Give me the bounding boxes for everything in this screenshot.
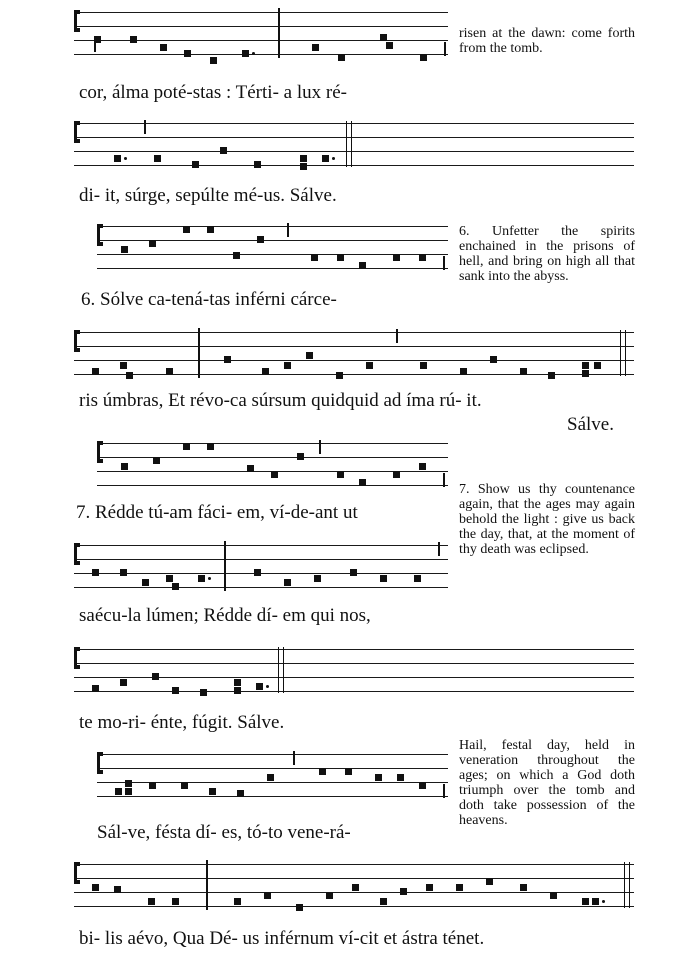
c-clef bbox=[74, 862, 80, 884]
neume bbox=[198, 575, 205, 582]
neume bbox=[326, 892, 333, 899]
neume bbox=[314, 575, 321, 582]
neume bbox=[582, 370, 589, 377]
quarter-bar bbox=[438, 542, 440, 556]
neume bbox=[380, 34, 387, 41]
neume bbox=[120, 569, 127, 576]
neume bbox=[153, 457, 160, 464]
neume bbox=[420, 54, 427, 61]
staff-8 bbox=[97, 754, 448, 798]
neume bbox=[254, 161, 261, 168]
double-bar bbox=[278, 647, 284, 693]
neume bbox=[92, 685, 99, 692]
neume bbox=[237, 790, 244, 797]
neume bbox=[181, 782, 188, 789]
neume bbox=[322, 155, 329, 162]
neume bbox=[160, 44, 167, 51]
neume bbox=[393, 471, 400, 478]
neume bbox=[115, 788, 122, 795]
neume bbox=[207, 226, 214, 233]
neume bbox=[126, 372, 133, 379]
neume bbox=[359, 479, 366, 486]
neume bbox=[262, 368, 269, 375]
lyric-line: te mo-ri- énte, fúgit. Sálve. bbox=[79, 712, 285, 733]
neume bbox=[234, 679, 241, 686]
neume bbox=[386, 42, 393, 49]
neume bbox=[149, 782, 156, 789]
lyric-line: 6. Sólve ca-tená-tas inférni cárce- bbox=[81, 289, 337, 310]
neume-dot bbox=[208, 577, 211, 580]
neume bbox=[247, 465, 254, 472]
quarter-bar bbox=[319, 440, 321, 454]
neume-stem bbox=[94, 43, 96, 52]
staff-9 bbox=[74, 864, 634, 908]
neume bbox=[184, 50, 191, 57]
quarter-bar bbox=[293, 751, 295, 765]
neume bbox=[319, 768, 326, 775]
c-clef bbox=[74, 121, 80, 143]
neume bbox=[359, 262, 366, 269]
neume bbox=[92, 368, 99, 375]
neume bbox=[114, 155, 121, 162]
neume bbox=[166, 575, 173, 582]
neume bbox=[125, 780, 132, 787]
neume-dot bbox=[124, 157, 127, 160]
neume bbox=[92, 569, 99, 576]
c-clef bbox=[74, 330, 80, 352]
neume bbox=[460, 368, 467, 375]
neume bbox=[121, 246, 128, 253]
translation-text: 6. Unfetter the spirits enchained in the prisons of hell, and bring on high all that sank into the abyss. bbox=[459, 224, 635, 284]
neume bbox=[393, 254, 400, 261]
neume bbox=[125, 788, 132, 795]
lyric-line: ris úmbras, Et révo-ca súrsum quidquid ad íma rú- it. bbox=[79, 390, 482, 411]
bar-line bbox=[278, 8, 280, 58]
staff-2 bbox=[74, 123, 634, 167]
neume bbox=[300, 155, 307, 162]
neume bbox=[548, 372, 555, 379]
neume bbox=[594, 362, 601, 369]
double-bar bbox=[624, 862, 630, 908]
neume bbox=[209, 788, 216, 795]
c-clef bbox=[97, 752, 103, 774]
neume bbox=[267, 774, 274, 781]
neume bbox=[242, 50, 249, 57]
staff-1 bbox=[74, 12, 448, 56]
neume bbox=[352, 884, 359, 891]
quarter-bar bbox=[287, 223, 289, 237]
bar-line bbox=[198, 328, 200, 378]
neume bbox=[94, 36, 101, 43]
neume bbox=[192, 161, 199, 168]
neume bbox=[311, 254, 318, 261]
neume bbox=[456, 884, 463, 891]
neume bbox=[336, 372, 343, 379]
neume bbox=[152, 673, 159, 680]
staff-3 bbox=[97, 226, 448, 270]
neume bbox=[120, 362, 127, 369]
neume bbox=[380, 898, 387, 905]
neume bbox=[520, 368, 527, 375]
neume bbox=[419, 463, 426, 470]
bar-line bbox=[224, 541, 226, 591]
neume bbox=[257, 236, 264, 243]
c-clef bbox=[97, 224, 103, 246]
neume bbox=[420, 362, 427, 369]
neume bbox=[297, 453, 304, 460]
c-clef bbox=[74, 10, 80, 32]
neume bbox=[264, 892, 271, 899]
neume bbox=[550, 892, 557, 899]
neume bbox=[148, 898, 155, 905]
double-bar bbox=[346, 121, 352, 167]
neume bbox=[271, 471, 278, 478]
neume bbox=[300, 163, 307, 170]
neume bbox=[366, 362, 373, 369]
neume bbox=[426, 884, 433, 891]
neume bbox=[419, 254, 426, 261]
neume bbox=[183, 226, 190, 233]
neume bbox=[486, 878, 493, 885]
neume-dot bbox=[332, 157, 335, 160]
lyric-line: saécu-la lúmen; Rédde dí- em qui nos, bbox=[79, 605, 371, 626]
c-clef bbox=[74, 543, 80, 565]
neume bbox=[582, 362, 589, 369]
staff-6 bbox=[74, 545, 448, 589]
neume bbox=[380, 575, 387, 582]
c-clef bbox=[74, 647, 80, 669]
bar-line bbox=[206, 860, 208, 910]
neume-dot bbox=[252, 52, 255, 55]
translation-text: risen at the dawn: come forth from the tomb. bbox=[459, 26, 635, 56]
neume bbox=[520, 884, 527, 891]
lyric-line: bi- lis aévo, Qua Dé- us inférnum ví-cit et ástra ténet. bbox=[79, 928, 485, 949]
neume bbox=[397, 774, 404, 781]
staff-5 bbox=[97, 443, 448, 487]
neume bbox=[254, 569, 261, 576]
neume bbox=[256, 683, 263, 690]
quarter-bar bbox=[443, 256, 445, 270]
neume bbox=[296, 904, 303, 911]
neume bbox=[337, 254, 344, 261]
lyric-line: Sálve. bbox=[567, 414, 614, 435]
neume bbox=[582, 898, 589, 905]
neume bbox=[154, 155, 161, 162]
quarter-bar bbox=[444, 42, 446, 56]
c-clef bbox=[97, 441, 103, 463]
neume bbox=[414, 575, 421, 582]
lyric-line: di- it, súrge, sepúlte mé-us. Sálve. bbox=[79, 185, 337, 206]
neume bbox=[234, 898, 241, 905]
neume bbox=[210, 57, 217, 64]
neume-dot bbox=[266, 685, 269, 688]
lyric-line: 7. Rédde tú-am fáci- em, ví-de-ant ut bbox=[76, 502, 358, 523]
translation-text: 7. Show us thy countenance again, that the ages may again behold the light : give us back the day, that, at the moment of thy death was eclipsed. bbox=[459, 482, 635, 557]
neume bbox=[207, 443, 214, 450]
quarter-bar bbox=[144, 120, 146, 134]
neume bbox=[233, 252, 240, 259]
neume bbox=[142, 579, 149, 586]
neume bbox=[234, 687, 241, 694]
neume bbox=[166, 368, 173, 375]
neume bbox=[338, 54, 345, 61]
neume bbox=[400, 888, 407, 895]
neume-dot bbox=[602, 900, 605, 903]
neume bbox=[172, 583, 179, 590]
neume bbox=[224, 356, 231, 363]
neume bbox=[284, 362, 291, 369]
neume bbox=[419, 782, 426, 789]
staff-7 bbox=[74, 649, 634, 693]
neume bbox=[490, 356, 497, 363]
lyric-line: Sál-ve, fésta dí- es, tó-to vene-rá- bbox=[97, 822, 351, 843]
neume bbox=[120, 679, 127, 686]
quarter-bar bbox=[443, 784, 445, 798]
neume bbox=[375, 774, 382, 781]
neume bbox=[350, 569, 357, 576]
neume bbox=[172, 687, 179, 694]
neume bbox=[121, 463, 128, 470]
neume bbox=[345, 768, 352, 775]
lyric-line: cor, álma poté-stas : Térti- a lux ré- bbox=[79, 82, 347, 103]
neume bbox=[220, 147, 227, 154]
staff-4 bbox=[74, 332, 634, 376]
neume bbox=[149, 240, 156, 247]
quarter-bar bbox=[396, 329, 398, 343]
translation-text: Hail, festal day, held in veneration throughout the ages; on which a God doth triumph over the tomb and doth take possession of the heavens. bbox=[459, 738, 635, 828]
neume bbox=[172, 898, 179, 905]
neume bbox=[592, 898, 599, 905]
neume bbox=[200, 689, 207, 696]
neume bbox=[284, 579, 291, 586]
quarter-bar bbox=[443, 473, 445, 487]
neume bbox=[312, 44, 319, 51]
double-bar bbox=[620, 330, 626, 376]
neume bbox=[114, 886, 121, 893]
neume bbox=[337, 471, 344, 478]
neume bbox=[183, 443, 190, 450]
neume bbox=[306, 352, 313, 359]
neume bbox=[130, 36, 137, 43]
neume bbox=[92, 884, 99, 891]
